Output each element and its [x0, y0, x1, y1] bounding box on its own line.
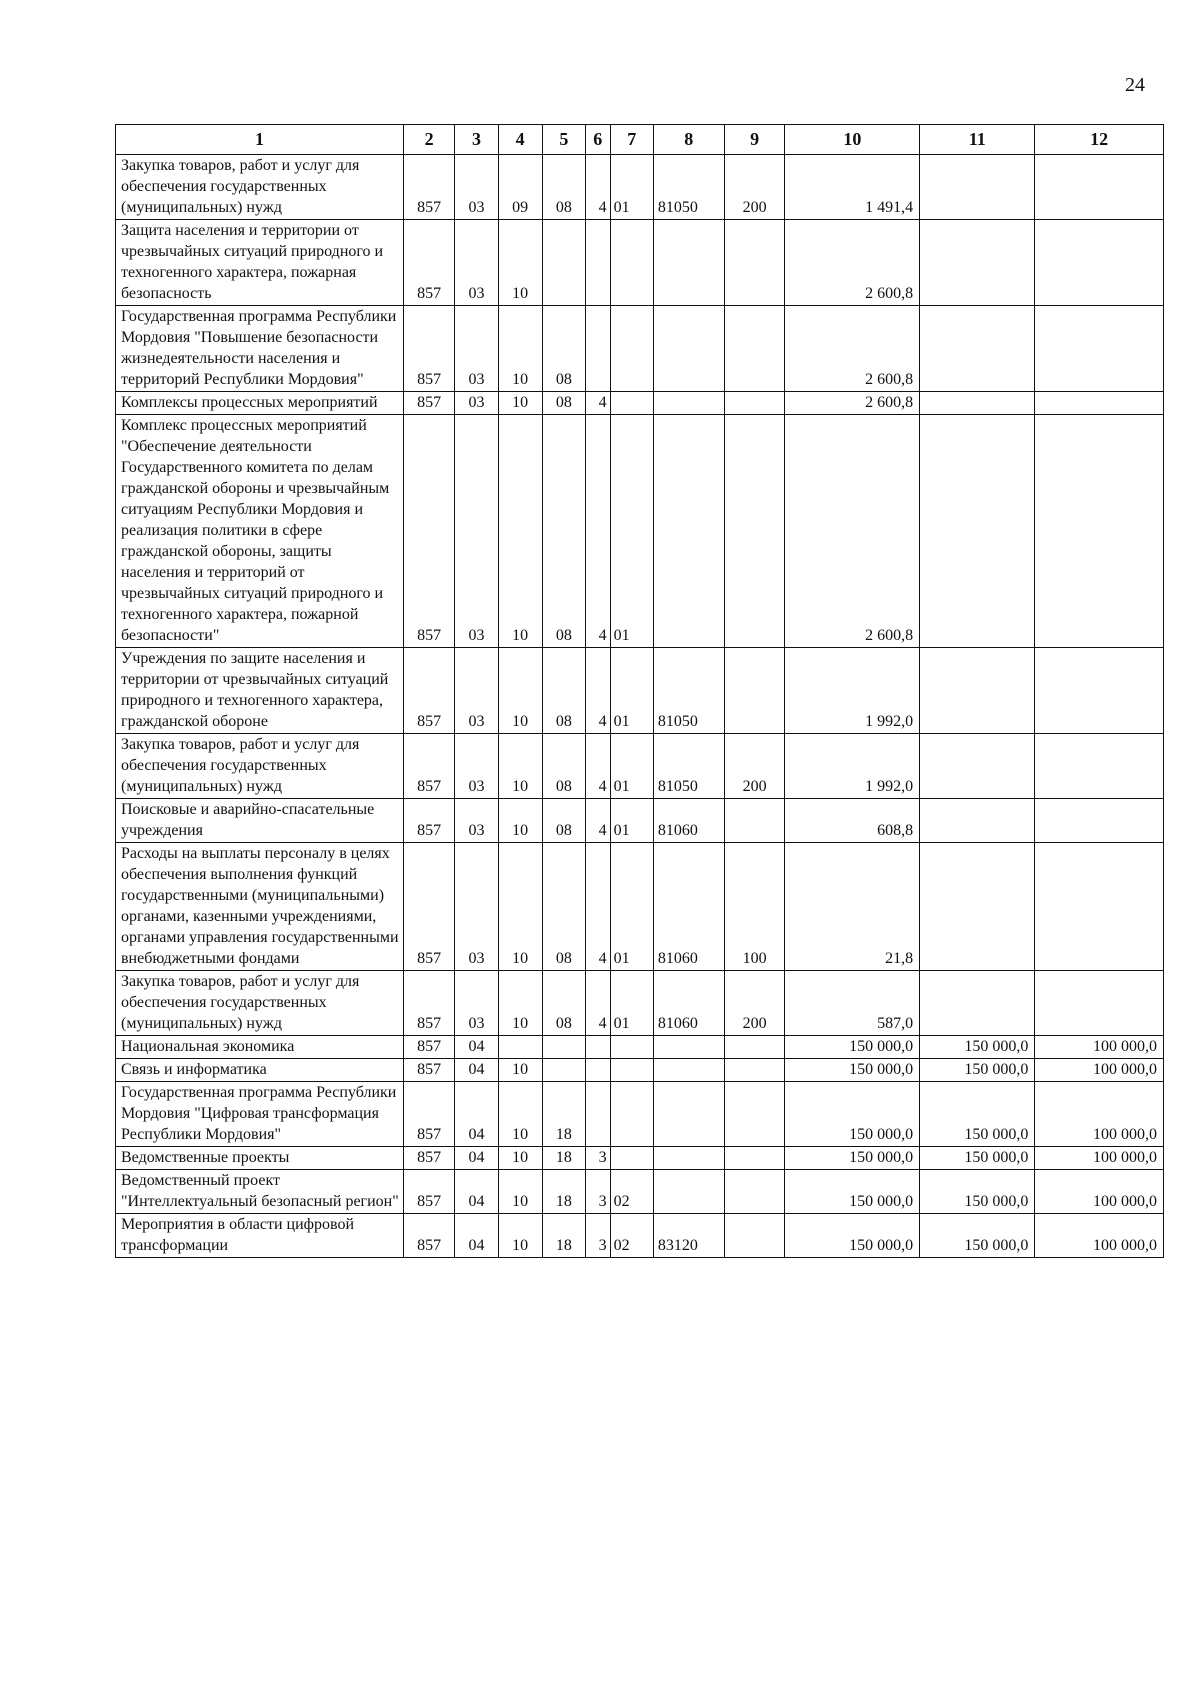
amount-col12-cell [1035, 415, 1164, 648]
program-type-cell: 4 [585, 155, 610, 220]
program-type-cell: 4 [585, 799, 610, 843]
expense-type-cell [724, 1170, 785, 1214]
amount-col11-cell: 150 000,0 [920, 1082, 1035, 1147]
column-header-5: 5 [542, 125, 585, 155]
amount-col11-cell [920, 648, 1035, 734]
expense-type-cell [724, 648, 785, 734]
column-header-10: 10 [785, 125, 920, 155]
amount-col10-cell: 2 600,8 [785, 306, 920, 392]
program-code-cell: 08 [542, 306, 585, 392]
amount-col10-cell: 608,8 [785, 799, 920, 843]
amount-col11-cell [920, 220, 1035, 306]
expense-name-cell: Ведомственный проект "Интеллектуальный безопасный регион" [116, 1170, 404, 1214]
section-code-cell: 03 [455, 306, 498, 392]
section-code-cell: 04 [455, 1059, 498, 1082]
amount-col11-cell: 150 000,0 [920, 1059, 1035, 1082]
program-type-cell: 4 [585, 843, 610, 971]
table-row [116, 799, 1164, 843]
amount-col10-cell: 21,8 [785, 843, 920, 971]
header-row [116, 125, 1164, 155]
subsection-code-cell: 10 [498, 843, 542, 971]
program-type-cell [585, 1082, 610, 1147]
expense-name-cell: Связь и информатика [116, 1059, 404, 1082]
subsection-code-cell: 09 [498, 155, 542, 220]
ministry-code-cell: 857 [403, 392, 454, 415]
table-row [116, 415, 1164, 648]
amount-col10-cell: 2 600,8 [785, 220, 920, 306]
subsection-code-cell: 10 [498, 1170, 542, 1214]
table-row [116, 306, 1164, 392]
program-code-cell: 18 [542, 1214, 585, 1258]
table-body [116, 155, 1164, 1258]
amount-col11-cell [920, 392, 1035, 415]
program-code-cell: 18 [542, 1147, 585, 1170]
amount-col11-cell [920, 799, 1035, 843]
section-code-cell: 04 [455, 1170, 498, 1214]
expense-name-cell: Национальная экономика [116, 1036, 404, 1059]
amount-col12-cell [1035, 155, 1164, 220]
structure-element-cell: 01 [610, 971, 653, 1036]
expense-name-cell: Поисковые и аварийно-спасательные учреждения [116, 799, 404, 843]
structure-element-cell [610, 1082, 653, 1147]
program-type-cell: 4 [585, 734, 610, 799]
section-code-cell: 03 [455, 220, 498, 306]
program-type-cell: 3 [585, 1214, 610, 1258]
amount-col11-cell [920, 306, 1035, 392]
structure-element-cell: 01 [610, 734, 653, 799]
amount-col12-cell [1035, 648, 1164, 734]
section-code-cell: 03 [455, 843, 498, 971]
amount-col12-cell [1035, 843, 1164, 971]
expense-name-cell: Закупка товаров, работ и услуг для обеспечения государственных (муниципальных) нужд [116, 155, 404, 220]
section-code-cell: 03 [455, 648, 498, 734]
ministry-code-cell: 857 [403, 155, 454, 220]
amount-col12-cell: 100 000,0 [1035, 1082, 1164, 1147]
structure-element-cell [610, 1147, 653, 1170]
subsection-code-cell: 10 [498, 971, 542, 1036]
table-row [116, 843, 1164, 971]
amount-col11-cell: 150 000,0 [920, 1214, 1035, 1258]
ministry-code-cell: 857 [403, 1036, 454, 1059]
amount-col10-cell: 150 000,0 [785, 1147, 920, 1170]
amount-col12-cell [1035, 220, 1164, 306]
subsection-code-cell: 10 [498, 220, 542, 306]
program-type-cell [585, 220, 610, 306]
direction-code-cell: 83120 [653, 1214, 724, 1258]
column-header-12: 12 [1035, 125, 1164, 155]
program-type-cell: 4 [585, 648, 610, 734]
subsection-code-cell: 10 [498, 1214, 542, 1258]
program-code-cell: 18 [542, 1082, 585, 1147]
direction-code-cell [653, 1147, 724, 1170]
ministry-code-cell: 857 [403, 306, 454, 392]
expense-type-cell [724, 1036, 785, 1059]
program-type-cell [585, 306, 610, 392]
column-header-9: 9 [724, 125, 785, 155]
program-code-cell: 18 [542, 1170, 585, 1214]
program-code-cell: 08 [542, 734, 585, 799]
expense-name-cell: Закупка товаров, работ и услуг для обеспечения государственных (муниципальных) нужд [116, 971, 404, 1036]
direction-code-cell: 81060 [653, 971, 724, 1036]
amount-col12-cell [1035, 971, 1164, 1036]
amount-col12-cell: 100 000,0 [1035, 1059, 1164, 1082]
column-header-4: 4 [498, 125, 542, 155]
ministry-code-cell: 857 [403, 1059, 454, 1082]
amount-col11-cell [920, 843, 1035, 971]
direction-code-cell [653, 1170, 724, 1214]
table-row [116, 1082, 1164, 1147]
amount-col12-cell [1035, 734, 1164, 799]
structure-element-cell [610, 392, 653, 415]
direction-code-cell [653, 1082, 724, 1147]
direction-code-cell [653, 1059, 724, 1082]
amount-col11-cell [920, 971, 1035, 1036]
subsection-code-cell: 10 [498, 415, 542, 648]
table-row [116, 1036, 1164, 1059]
column-header-1: 1 [116, 125, 404, 155]
expense-type-cell [724, 1082, 785, 1147]
expense-name-cell: Мероприятия в области цифровой трансформации [116, 1214, 404, 1258]
direction-code-cell [653, 392, 724, 415]
amount-col10-cell: 1 992,0 [785, 734, 920, 799]
program-code-cell [542, 1059, 585, 1082]
program-type-cell: 4 [585, 392, 610, 415]
direction-code-cell: 81050 [653, 734, 724, 799]
structure-element-cell: 01 [610, 799, 653, 843]
program-code-cell [542, 220, 585, 306]
ministry-code-cell: 857 [403, 648, 454, 734]
amount-col11-cell [920, 155, 1035, 220]
subsection-code-cell: 10 [498, 1082, 542, 1147]
table-row [116, 648, 1164, 734]
amount-col12-cell: 100 000,0 [1035, 1214, 1164, 1258]
expense-type-cell [724, 220, 785, 306]
column-header-8: 8 [653, 125, 724, 155]
direction-code-cell [653, 220, 724, 306]
program-type-cell: 3 [585, 1147, 610, 1170]
expense-type-cell [724, 799, 785, 843]
program-type-cell: 4 [585, 415, 610, 648]
ministry-code-cell: 857 [403, 415, 454, 648]
section-code-cell: 03 [455, 734, 498, 799]
expense-name-cell: Защита населения и территории от чрезвычайных ситуаций природного и техногенного характера, пожарная безопасность [116, 220, 404, 306]
expense-type-cell [724, 1059, 785, 1082]
table-row [116, 155, 1164, 220]
direction-code-cell [653, 415, 724, 648]
expense-name-cell: Закупка товаров, работ и услуг для обеспечения государственных (муниципальных) нужд [116, 734, 404, 799]
subsection-code-cell: 10 [498, 799, 542, 843]
table-row [116, 220, 1164, 306]
structure-element-cell: 01 [610, 648, 653, 734]
page-number: 24 [1125, 74, 1145, 96]
ministry-code-cell: 857 [403, 843, 454, 971]
subsection-code-cell: 10 [498, 1059, 542, 1082]
amount-col12-cell: 100 000,0 [1035, 1147, 1164, 1170]
program-code-cell: 08 [542, 392, 585, 415]
amount-col10-cell: 1 992,0 [785, 648, 920, 734]
section-code-cell: 03 [455, 392, 498, 415]
subsection-code-cell: 10 [498, 306, 542, 392]
column-header-11: 11 [920, 125, 1035, 155]
table-row [116, 392, 1164, 415]
expense-name-cell: Комплекс процессных мероприятий "Обеспечение деятельности Государственного комитета по делам гражданской обороны и чрезвычайным ситуациям Республики Мордовия и реализация политики в сфере гражданской обороны, защиты населения и территорий от чрезвычайных ситуаций природного и техногенного характера, пожарной безопасности" [116, 415, 404, 648]
amount-col11-cell: 150 000,0 [920, 1170, 1035, 1214]
expense-type-cell [724, 415, 785, 648]
table-row [116, 1214, 1164, 1258]
section-code-cell: 03 [455, 155, 498, 220]
structure-element-cell: 01 [610, 415, 653, 648]
subsection-code-cell: 10 [498, 734, 542, 799]
amount-col11-cell [920, 415, 1035, 648]
amount-col10-cell: 150 000,0 [785, 1036, 920, 1059]
section-code-cell: 04 [455, 1082, 498, 1147]
program-code-cell: 08 [542, 843, 585, 971]
structure-element-cell [610, 220, 653, 306]
section-code-cell: 03 [455, 799, 498, 843]
section-code-cell: 04 [455, 1147, 498, 1170]
structure-element-cell [610, 1059, 653, 1082]
amount-col12-cell [1035, 306, 1164, 392]
ministry-code-cell: 857 [403, 1147, 454, 1170]
table-row [116, 734, 1164, 799]
column-header-7: 7 [610, 125, 653, 155]
amount-col10-cell: 1 491,4 [785, 155, 920, 220]
ministry-code-cell: 857 [403, 220, 454, 306]
amount-col10-cell: 2 600,8 [785, 415, 920, 648]
program-type-cell: 3 [585, 1170, 610, 1214]
expense-name-cell: Расходы на выплаты персоналу в целях обеспечения выполнения функций государственными (муниципальными) органами, казенными учреждениями, органами управления государственными внебюджетными фондами [116, 843, 404, 971]
ministry-code-cell: 857 [403, 799, 454, 843]
program-code-cell: 08 [542, 971, 585, 1036]
direction-code-cell: 81050 [653, 155, 724, 220]
direction-code-cell [653, 306, 724, 392]
amount-col12-cell: 100 000,0 [1035, 1170, 1164, 1214]
table-row [116, 971, 1164, 1036]
expense-type-cell [724, 1147, 785, 1170]
expense-type-cell: 200 [724, 155, 785, 220]
expense-type-cell: 200 [724, 734, 785, 799]
table-row [116, 1170, 1164, 1214]
program-code-cell: 08 [542, 799, 585, 843]
structure-element-cell: 02 [610, 1214, 653, 1258]
amount-col12-cell [1035, 799, 1164, 843]
amount-col10-cell: 150 000,0 [785, 1059, 920, 1082]
amount-col11-cell: 150 000,0 [920, 1147, 1035, 1170]
section-code-cell: 04 [455, 1214, 498, 1258]
expense-name-cell: Ведомственные проекты [116, 1147, 404, 1170]
amount-col10-cell: 150 000,0 [785, 1082, 920, 1147]
expense-type-cell: 100 [724, 843, 785, 971]
amount-col12-cell [1035, 392, 1164, 415]
expense-type-cell [724, 1214, 785, 1258]
subsection-code-cell [498, 1036, 542, 1059]
program-code-cell [542, 1036, 585, 1059]
ministry-code-cell: 857 [403, 1170, 454, 1214]
direction-code-cell: 81050 [653, 648, 724, 734]
subsection-code-cell: 10 [498, 648, 542, 734]
column-header-3: 3 [455, 125, 498, 155]
column-header-6: 6 [585, 125, 610, 155]
structure-element-cell: 02 [610, 1170, 653, 1214]
expense-name-cell: Государственная программа Республики Мордовия "Повышение безопасности жизнедеятельности населения и территорий Республики Мордовия" [116, 306, 404, 392]
structure-element-cell [610, 1036, 653, 1059]
expense-name-cell: Комплексы процессных мероприятий [116, 392, 404, 415]
amount-col11-cell: 150 000,0 [920, 1036, 1035, 1059]
expense-type-cell [724, 306, 785, 392]
table-row [116, 1147, 1164, 1170]
program-type-cell: 4 [585, 971, 610, 1036]
program-code-cell: 08 [542, 648, 585, 734]
ministry-code-cell: 857 [403, 1214, 454, 1258]
budget-table [115, 124, 1164, 1258]
subsection-code-cell: 10 [498, 392, 542, 415]
section-code-cell: 04 [455, 1036, 498, 1059]
direction-code-cell [653, 1036, 724, 1059]
program-type-cell [585, 1059, 610, 1082]
program-code-cell: 08 [542, 415, 585, 648]
expense-name-cell: Государственная программа Республики Мордовия "Цифровая трансформация Республики Мордовия" [116, 1082, 404, 1147]
ministry-code-cell: 857 [403, 1082, 454, 1147]
amount-col10-cell: 2 600,8 [785, 392, 920, 415]
table-row [116, 1059, 1164, 1082]
subsection-code-cell: 10 [498, 1147, 542, 1170]
structure-element-cell: 01 [610, 155, 653, 220]
expense-name-cell: Учреждения по защите населения и территории от чрезвычайных ситуаций природного и техногенного характера, гражданской обороне [116, 648, 404, 734]
section-code-cell: 03 [455, 415, 498, 648]
amount-col10-cell: 150 000,0 [785, 1170, 920, 1214]
direction-code-cell: 81060 [653, 799, 724, 843]
expense-type-cell [724, 392, 785, 415]
direction-code-cell: 81060 [653, 843, 724, 971]
amount-col12-cell: 100 000,0 [1035, 1036, 1164, 1059]
structure-element-cell: 01 [610, 843, 653, 971]
section-code-cell: 03 [455, 971, 498, 1036]
program-code-cell: 08 [542, 155, 585, 220]
amount-col10-cell: 150 000,0 [785, 1214, 920, 1258]
amount-col11-cell [920, 734, 1035, 799]
expense-type-cell: 200 [724, 971, 785, 1036]
ministry-code-cell: 857 [403, 971, 454, 1036]
structure-element-cell [610, 306, 653, 392]
ministry-code-cell: 857 [403, 734, 454, 799]
amount-col10-cell: 587,0 [785, 971, 920, 1036]
program-type-cell [585, 1036, 610, 1059]
column-header-2: 2 [403, 125, 454, 155]
